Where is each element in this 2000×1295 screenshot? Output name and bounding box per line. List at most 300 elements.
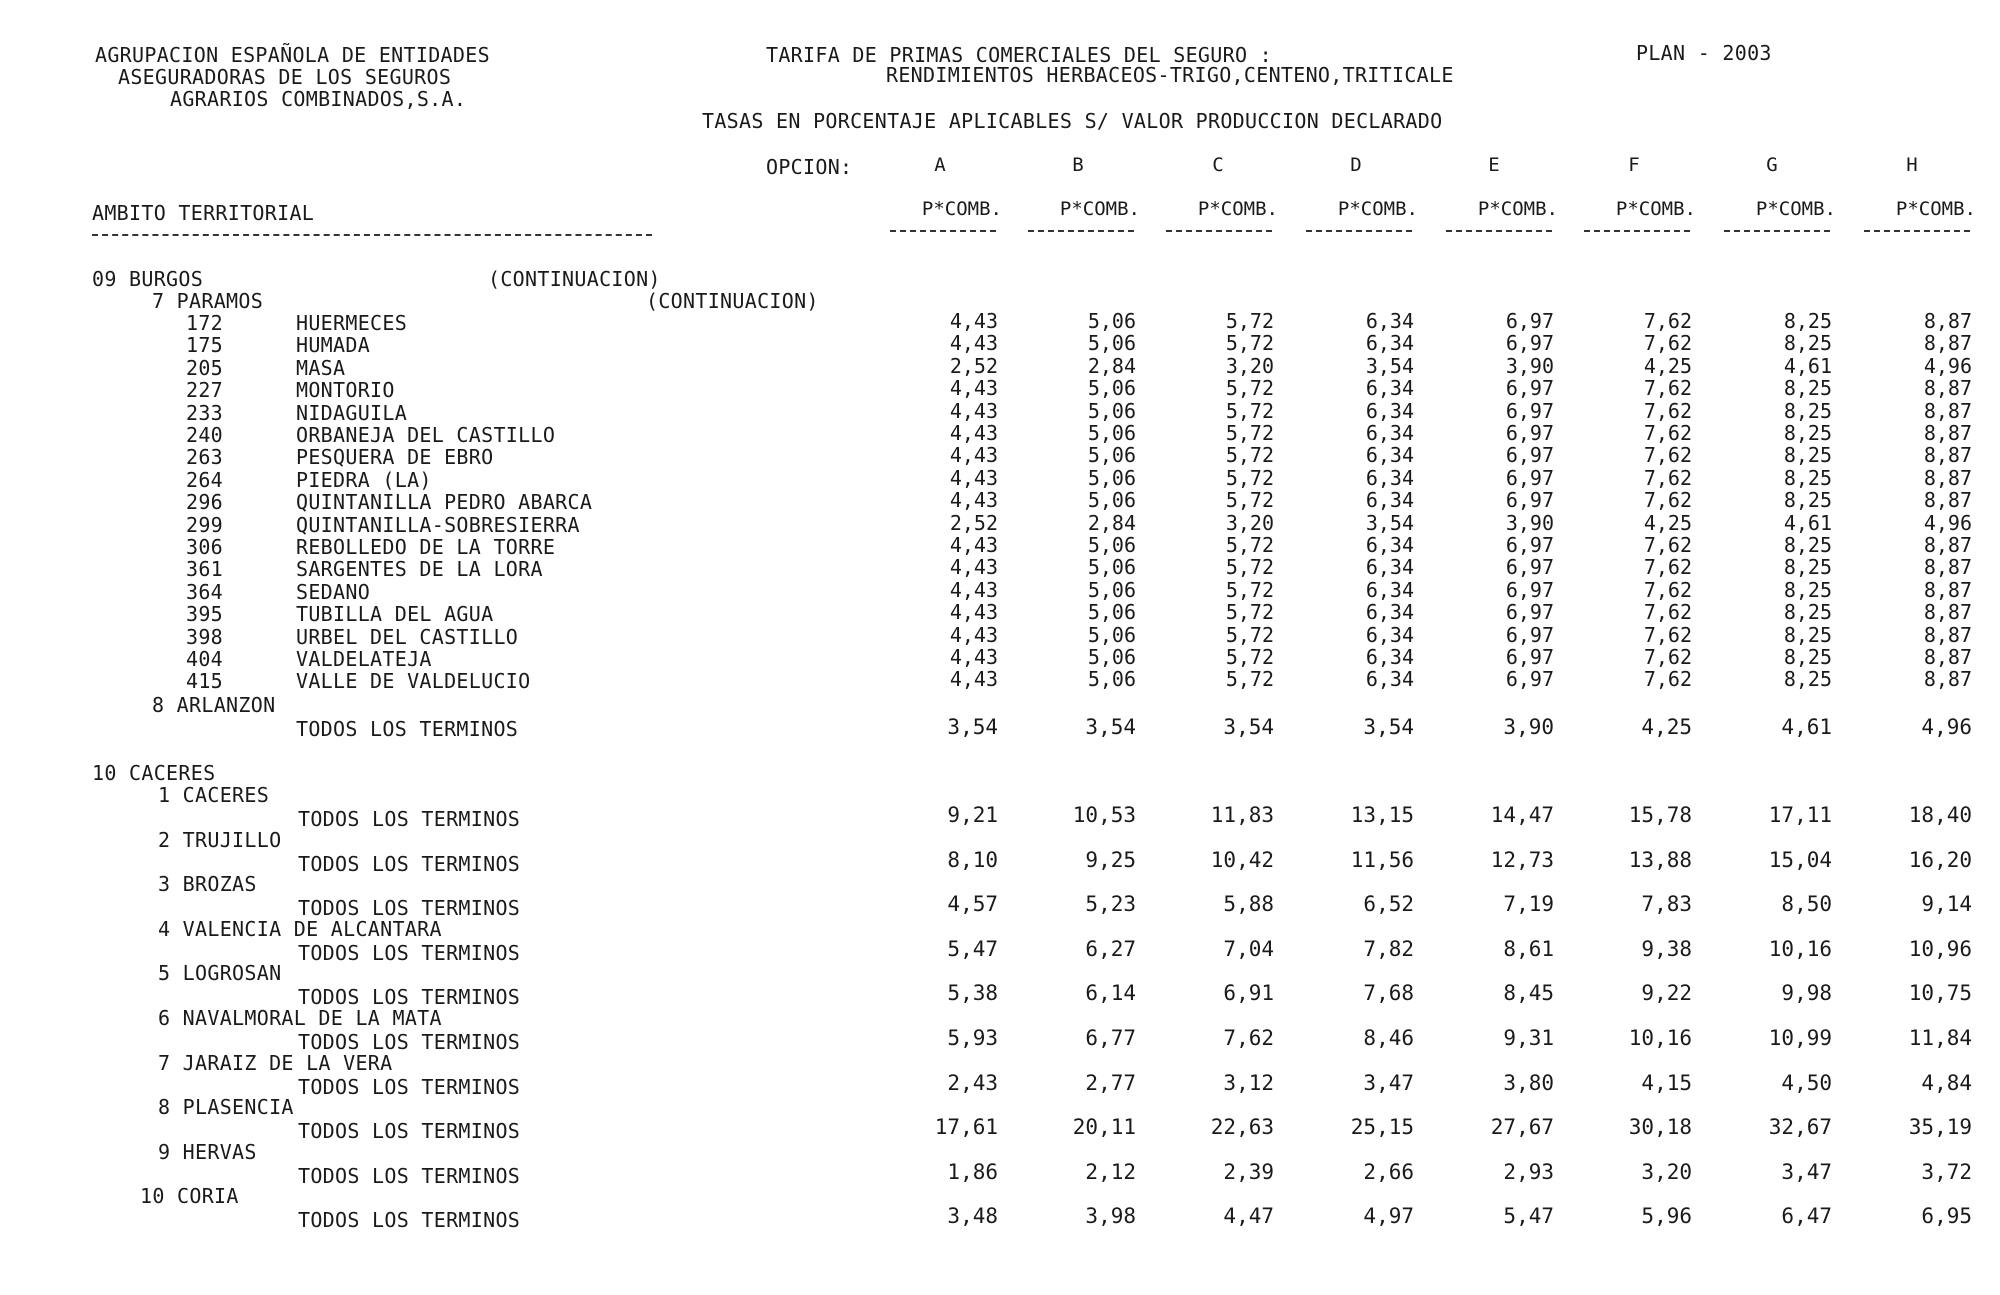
option-a: A	[934, 154, 946, 176]
company-line-2: ASEGURADORAS DE LOS SEGUROS	[118, 65, 452, 89]
rate-306-a: 4,43	[949, 533, 998, 557]
municipality-code: 233	[186, 400, 224, 425]
rate-306-b: 5,06	[1087, 533, 1136, 557]
rate-caceres-4-b: 6,27	[1085, 936, 1136, 961]
rate-404-f: 7,62	[1643, 645, 1692, 669]
rate-caceres-6-a: 5,93	[947, 1026, 998, 1050]
rate-caceres-1-c: 11,83	[1210, 803, 1274, 827]
rate-caceres-8-a: 17,61	[934, 1115, 998, 1140]
rate-caceres-3-e: 7,19	[1503, 892, 1554, 917]
header-divider	[92, 234, 652, 236]
rate-caceres-8-h: 35,19	[1908, 1115, 1972, 1140]
rate-arlanzon-g: 4,61	[1781, 715, 1832, 739]
rate-caceres-10-a: 3,48	[947, 1204, 998, 1229]
rate-398-g: 8,25	[1783, 622, 1832, 647]
rate-296-c: 5,72	[1225, 488, 1274, 513]
municipality-name: QUINTANILLA PEDRO ABARCA	[296, 490, 593, 515]
rate-caceres-1-g: 17,11	[1768, 803, 1832, 827]
rate-caceres-1-f: 15,78	[1628, 803, 1692, 827]
rate-caceres-10-f: 5,96	[1641, 1204, 1692, 1229]
rate-205-g: 4,61	[1783, 353, 1832, 378]
rate-404-b: 5,06	[1087, 645, 1136, 669]
rate-263-e: 6,97	[1505, 443, 1554, 468]
rate-caceres-1-b: 10,53	[1072, 803, 1136, 827]
municipality-name: TUBILLA DEL AGUA	[296, 602, 494, 627]
rate-395-g: 8,25	[1783, 600, 1832, 625]
rate-caceres-6-e: 9,31	[1503, 1026, 1554, 1050]
rate-227-f: 7,62	[1643, 376, 1692, 401]
rate-415-b: 5,06	[1087, 667, 1136, 692]
municipality-name: MONTORIO	[296, 378, 395, 403]
rate-395-a: 4,43	[949, 600, 998, 625]
rate-227-g: 8,25	[1783, 376, 1832, 401]
comarca-label: 1 CACERES	[158, 783, 270, 807]
rate-205-e: 3,90	[1505, 353, 1554, 378]
rate-296-e: 6,97	[1505, 488, 1554, 513]
rate-233-d: 6,34	[1365, 398, 1414, 423]
rate-361-c: 5,72	[1225, 555, 1274, 580]
rate-caceres-5-f: 9,22	[1641, 981, 1692, 1006]
rate-404-a: 4,43	[949, 645, 998, 669]
comarca-arlanzon: 8 ARLANZON	[152, 693, 276, 717]
rate-caceres-9-c: 2,39	[1223, 1159, 1274, 1184]
rate-361-e: 6,97	[1505, 555, 1554, 580]
tariff-title: TARIFA DE PRIMAS COMERCIALES DEL SEGURO :	[766, 43, 1272, 67]
ambito-territorial-label: AMBITO TERRITORIAL	[92, 201, 315, 225]
rate-296-d: 6,34	[1365, 488, 1414, 513]
rate-364-e: 6,97	[1505, 577, 1554, 602]
comarca-paramos-note: (CONTINUACION)	[646, 289, 819, 313]
rate-233-g: 8,25	[1783, 398, 1832, 423]
rate-263-h: 8,87	[1923, 443, 1972, 468]
rate-296-b: 5,06	[1087, 488, 1136, 513]
rate-caceres-4-g: 10,16	[1768, 936, 1832, 961]
rate-240-b: 5,06	[1087, 421, 1136, 445]
rate-233-c: 5,72	[1225, 398, 1274, 423]
rate-caceres-9-h: 3,72	[1921, 1159, 1972, 1184]
divider-b	[1028, 230, 1134, 232]
comarca-label: 9 HERVAS	[158, 1139, 257, 1164]
rate-caceres-7-e: 3,80	[1503, 1070, 1554, 1095]
rate-caceres-2-c: 10,42	[1210, 847, 1274, 872]
rate-arlanzon-b: 3,54	[1085, 715, 1136, 739]
all-terms-label: TODOS LOS TERMINOS	[298, 1074, 521, 1099]
subheader-a: P*COMB.	[921, 198, 1002, 220]
rate-364-d: 6,34	[1365, 577, 1414, 602]
rate-caceres-8-e: 27,67	[1490, 1115, 1554, 1140]
rate-233-b: 5,06	[1087, 398, 1136, 423]
rate-398-c: 5,72	[1225, 622, 1274, 647]
rate-caceres-10-d: 4,97	[1363, 1204, 1414, 1229]
rate-arlanzon-f: 4,25	[1641, 715, 1692, 739]
rate-240-c: 5,72	[1225, 421, 1274, 445]
rate-caceres-9-d: 2,66	[1363, 1159, 1414, 1184]
subheader-c: P*COMB.	[1197, 198, 1278, 220]
rate-caceres-1-a: 9,21	[947, 803, 998, 827]
option-g: G	[1766, 154, 1778, 176]
municipality-name: HUMADA	[296, 333, 371, 358]
comarca-label: 8 PLASENCIA	[158, 1095, 294, 1120]
rate-caceres-4-f: 9,38	[1641, 936, 1692, 961]
rate-299-g: 4,61	[1783, 510, 1832, 535]
rate-395-e: 6,97	[1505, 600, 1554, 625]
rate-caceres-1-e: 14,47	[1490, 803, 1554, 827]
rate-398-h: 8,87	[1923, 622, 1972, 647]
rate-398-d: 6,34	[1365, 622, 1414, 647]
rate-172-b: 5,06	[1087, 309, 1136, 333]
rate-caceres-3-a: 4,57	[947, 892, 998, 917]
municipality-code: 296	[186, 490, 224, 515]
rate-175-d: 6,34	[1365, 331, 1414, 356]
rate-caceres-6-d: 8,46	[1363, 1026, 1414, 1050]
rate-caceres-5-c: 6,91	[1223, 981, 1274, 1006]
rate-205-h: 4,96	[1923, 353, 1972, 378]
rate-364-c: 5,72	[1225, 577, 1274, 602]
comarca-label: 5 LOGROSAN	[158, 961, 282, 986]
rate-caceres-3-d: 6,52	[1363, 892, 1414, 917]
rate-415-a: 4,43	[949, 667, 998, 692]
municipality-name: HUERMECES	[296, 311, 408, 335]
rate-172-h: 8,87	[1923, 309, 1972, 333]
rate-364-g: 8,25	[1783, 577, 1832, 602]
rate-361-d: 6,34	[1365, 555, 1414, 580]
rate-263-b: 5,06	[1087, 443, 1136, 468]
rate-caceres-10-c: 4,47	[1223, 1204, 1274, 1229]
rate-caceres-10-b: 3,98	[1085, 1204, 1136, 1229]
rate-299-f: 4,25	[1643, 510, 1692, 535]
rate-264-b: 5,06	[1087, 465, 1136, 490]
rate-395-c: 5,72	[1225, 600, 1274, 625]
municipality-code: 172	[186, 311, 224, 335]
option-c: C	[1212, 154, 1224, 176]
municipality-code: 306	[186, 535, 224, 559]
rate-227-h: 8,87	[1923, 376, 1972, 401]
rate-arlanzon-e: 3,90	[1503, 715, 1554, 739]
rate-caceres-2-b: 9,25	[1085, 847, 1136, 872]
rate-306-d: 6,34	[1365, 533, 1414, 557]
divider-g	[1724, 230, 1830, 232]
rate-172-g: 8,25	[1783, 309, 1832, 333]
rate-172-a: 4,43	[949, 309, 998, 333]
rate-240-d: 6,34	[1365, 421, 1414, 445]
municipality-code: 398	[186, 624, 224, 649]
rate-caceres-6-h: 11,84	[1908, 1026, 1972, 1050]
rate-caceres-2-g: 15,04	[1768, 847, 1832, 872]
rate-263-g: 8,25	[1783, 443, 1832, 468]
rate-arlanzon-a: 3,54	[947, 715, 998, 739]
option-d: D	[1350, 154, 1362, 176]
municipality-name: MASA	[296, 355, 346, 380]
rate-caceres-3-g: 8,50	[1781, 892, 1832, 917]
rate-caceres-6-b: 6,77	[1085, 1026, 1136, 1050]
rate-306-h: 8,87	[1923, 533, 1972, 557]
rate-caceres-10-g: 6,47	[1781, 1204, 1832, 1229]
rate-233-e: 6,97	[1505, 398, 1554, 423]
rate-205-b: 2,84	[1087, 353, 1136, 378]
rate-263-d: 6,34	[1365, 443, 1414, 468]
rate-404-g: 8,25	[1783, 645, 1832, 669]
rate-415-h: 8,87	[1923, 667, 1972, 692]
municipality-code: 299	[186, 512, 224, 537]
options-label: OPCION:	[766, 155, 853, 179]
rate-caceres-10-e: 5,47	[1503, 1204, 1554, 1229]
rate-205-f: 4,25	[1643, 353, 1692, 378]
rate-296-a: 4,43	[949, 488, 998, 513]
rate-227-c: 5,72	[1225, 376, 1274, 401]
rate-263-a: 4,43	[949, 443, 998, 468]
municipality-code: 361	[186, 557, 224, 582]
municipality-name: URBEL DEL CASTILLO	[296, 624, 519, 649]
municipality-code: 227	[186, 378, 224, 403]
arlanzon-all-terms: TODOS LOS TERMINOS	[296, 717, 519, 741]
rate-395-f: 7,62	[1643, 600, 1692, 625]
rate-233-a: 4,43	[949, 398, 998, 423]
rate-205-a: 2,52	[949, 353, 998, 378]
rate-398-a: 4,43	[949, 622, 998, 647]
rate-404-d: 6,34	[1365, 645, 1414, 669]
rate-caceres-9-f: 3,20	[1641, 1159, 1692, 1184]
municipality-name: NIDAGUILA	[296, 400, 408, 425]
all-terms-label: TODOS LOS TERMINOS	[298, 1208, 521, 1233]
rate-172-e: 6,97	[1505, 309, 1554, 333]
rate-arlanzon-h: 4,96	[1921, 715, 1972, 739]
rate-caceres-7-h: 4,84	[1921, 1070, 1972, 1095]
rate-caceres-4-e: 8,61	[1503, 936, 1554, 961]
rate-398-e: 6,97	[1505, 622, 1554, 647]
rate-240-h: 8,87	[1923, 421, 1972, 445]
rate-caceres-8-g: 32,67	[1768, 1115, 1832, 1140]
option-b: B	[1072, 154, 1084, 176]
rate-296-f: 7,62	[1643, 488, 1692, 513]
municipality-code: 263	[186, 445, 224, 470]
rate-caceres-5-e: 8,45	[1503, 981, 1554, 1006]
rate-caceres-5-g: 9,98	[1781, 981, 1832, 1006]
rate-361-a: 4,43	[949, 555, 998, 580]
rate-caceres-8-f: 30,18	[1628, 1115, 1692, 1140]
rate-caceres-7-b: 2,77	[1085, 1070, 1136, 1095]
rate-227-b: 5,06	[1087, 376, 1136, 401]
municipality-name: REBOLLEDO DE LA TORRE	[296, 535, 556, 559]
rate-caceres-5-a: 5,38	[947, 981, 998, 1006]
rate-caceres-2-d: 11,56	[1350, 847, 1414, 872]
rate-caceres-5-b: 6,14	[1085, 981, 1136, 1006]
rate-172-c: 5,72	[1225, 309, 1274, 333]
rate-299-e: 3,90	[1505, 510, 1554, 535]
municipality-name: VALLE DE VALDELUCIO	[296, 669, 531, 694]
comarca-label: 6 NAVALMORAL DE LA MATA	[158, 1006, 442, 1030]
rates-subtitle: TASAS EN PORCENTAJE APLICABLES S/ VALOR PRODUCCION DECLARADO	[702, 109, 1443, 133]
rate-361-h: 8,87	[1923, 555, 1972, 580]
comarca-label: 3 BROZAS	[158, 872, 257, 897]
rate-398-f: 7,62	[1643, 622, 1692, 647]
rate-404-h: 8,87	[1923, 645, 1972, 669]
rate-364-f: 7,62	[1643, 577, 1692, 602]
rate-caceres-8-c: 22,63	[1210, 1115, 1274, 1140]
rate-caceres-3-c: 5,88	[1223, 892, 1274, 917]
rate-227-d: 6,34	[1365, 376, 1414, 401]
divider-h	[1864, 230, 1970, 232]
rate-306-e: 6,97	[1505, 533, 1554, 557]
rate-404-e: 6,97	[1505, 645, 1554, 669]
rate-caceres-4-c: 7,04	[1223, 936, 1274, 961]
rate-415-g: 8,25	[1783, 667, 1832, 692]
rate-205-d: 3,54	[1365, 353, 1414, 378]
rate-caceres-3-b: 5,23	[1085, 892, 1136, 917]
rate-361-b: 5,06	[1087, 555, 1136, 580]
rate-caceres-3-h: 9,14	[1921, 892, 1972, 917]
rate-404-c: 5,72	[1225, 645, 1274, 669]
rate-415-c: 5,72	[1225, 667, 1274, 692]
comarca-paramos: 7 PARAMOS	[152, 289, 264, 313]
rate-264-a: 4,43	[949, 465, 998, 490]
province-caceres: 10 CACERES	[92, 761, 216, 785]
municipality-name: SEDANO	[296, 579, 371, 604]
rate-caceres-9-e: 2,93	[1503, 1159, 1554, 1184]
all-terms-label: TODOS LOS TERMINOS	[298, 940, 521, 965]
rate-caceres-6-g: 10,99	[1768, 1026, 1832, 1050]
divider-f	[1584, 230, 1690, 232]
comarca-label: 10 CORIA	[140, 1184, 239, 1209]
comarca-label: 7 JARAIZ DE LA VERA	[158, 1050, 393, 1075]
all-terms-label: TODOS LOS TERMINOS	[298, 985, 521, 1010]
rate-175-g: 8,25	[1783, 331, 1832, 356]
rate-233-f: 7,62	[1643, 398, 1692, 423]
rate-264-e: 6,97	[1505, 465, 1554, 490]
rate-175-f: 7,62	[1643, 331, 1692, 356]
plan-label: PLAN - 2003	[1636, 41, 1772, 65]
rate-264-h: 8,87	[1923, 465, 1972, 490]
rate-415-f: 7,62	[1643, 667, 1692, 692]
rate-364-a: 4,43	[949, 577, 998, 602]
rate-caceres-4-d: 7,82	[1363, 936, 1414, 961]
rate-361-f: 7,62	[1643, 555, 1692, 580]
rate-361-g: 8,25	[1783, 555, 1832, 580]
municipality-code: 415	[186, 669, 224, 694]
province-burgos-note: (CONTINUACION)	[488, 267, 661, 291]
rate-398-b: 5,06	[1087, 622, 1136, 647]
rate-caceres-2-h: 16,20	[1908, 847, 1972, 872]
rate-240-e: 6,97	[1505, 421, 1554, 445]
municipality-name: SARGENTES DE LA LORA	[296, 557, 543, 582]
company-line-1: AGRUPACION ESPAÑOLA DE ENTIDADES	[95, 43, 490, 67]
subheader-e: P*COMB.	[1477, 198, 1558, 220]
rate-175-e: 6,97	[1505, 331, 1554, 356]
rate-296-h: 8,87	[1923, 488, 1972, 513]
all-terms-label: TODOS LOS TERMINOS	[298, 807, 521, 831]
comarca-label: 2 TRUJILLO	[158, 827, 282, 852]
subheader-h: P*COMB.	[1895, 198, 1976, 220]
all-terms-label: TODOS LOS TERMINOS	[298, 851, 521, 876]
rate-caceres-1-d: 13,15	[1350, 803, 1414, 827]
option-h: H	[1906, 154, 1918, 176]
rate-175-h: 8,87	[1923, 331, 1972, 356]
rate-caceres-2-a: 8,10	[947, 847, 998, 872]
rate-caceres-8-d: 25,15	[1350, 1115, 1414, 1140]
rate-175-b: 5,06	[1087, 331, 1136, 356]
comarca-label: 4 VALENCIA DE ALCANTARA	[158, 916, 442, 941]
rate-415-e: 6,97	[1505, 667, 1554, 692]
rate-caceres-3-f: 7,83	[1641, 892, 1692, 917]
rate-caceres-9-b: 2,12	[1085, 1159, 1136, 1184]
rate-306-g: 8,25	[1783, 533, 1832, 557]
divider-e	[1446, 230, 1552, 232]
municipality-code: 264	[186, 467, 224, 492]
rate-caceres-2-e: 12,73	[1490, 847, 1554, 872]
municipality-code: 240	[186, 423, 224, 447]
rate-175-a: 4,43	[949, 331, 998, 356]
rate-caceres-1-h: 18,40	[1908, 803, 1972, 827]
municipality-code: 364	[186, 579, 224, 604]
rate-240-f: 7,62	[1643, 421, 1692, 445]
tariff-subject: RENDIMIENTOS HERBACEOS-TRIGO,CENTENO,TRITICALE	[886, 63, 1454, 87]
divider-d	[1306, 230, 1412, 232]
all-terms-label: TODOS LOS TERMINOS	[298, 1119, 521, 1144]
rate-395-h: 8,87	[1923, 600, 1972, 625]
all-terms-label: TODOS LOS TERMINOS	[298, 1163, 521, 1188]
company-line-3: AGRARIOS COMBINADOS,S.A.	[170, 87, 467, 111]
rate-299-d: 3,54	[1365, 510, 1414, 535]
municipality-name: PIEDRA (LA)	[296, 467, 432, 492]
rate-caceres-6-f: 10,16	[1628, 1026, 1692, 1050]
rate-296-g: 8,25	[1783, 488, 1832, 513]
rate-caceres-9-g: 3,47	[1781, 1159, 1832, 1184]
rate-233-h: 8,87	[1923, 398, 1972, 423]
rate-264-d: 6,34	[1365, 465, 1414, 490]
all-terms-label: TODOS LOS TERMINOS	[298, 896, 521, 921]
rate-364-b: 5,06	[1087, 577, 1136, 602]
rate-299-a: 2,52	[949, 510, 998, 535]
rate-395-d: 6,34	[1365, 600, 1414, 625]
divider-c	[1166, 230, 1272, 232]
rate-caceres-7-c: 3,12	[1223, 1070, 1274, 1095]
municipality-name: QUINTANILLA-SOBRESIERRA	[296, 512, 580, 537]
subheader-g: P*COMB.	[1755, 198, 1836, 220]
option-e: E	[1488, 154, 1500, 176]
rate-299-c: 3,20	[1225, 510, 1274, 535]
rate-299-b: 2,84	[1087, 510, 1136, 535]
rate-306-f: 7,62	[1643, 533, 1692, 557]
municipality-name: PESQUERA DE EBRO	[296, 445, 494, 470]
rate-299-h: 4,96	[1923, 510, 1972, 535]
rate-caceres-5-d: 7,68	[1363, 981, 1414, 1006]
rate-caceres-7-g: 4,50	[1781, 1070, 1832, 1095]
rate-arlanzon-d: 3,54	[1363, 715, 1414, 739]
subheader-f: P*COMB.	[1615, 198, 1696, 220]
rate-263-c: 5,72	[1225, 443, 1274, 468]
rate-306-c: 5,72	[1225, 533, 1274, 557]
rate-175-c: 5,72	[1225, 331, 1274, 356]
rate-172-f: 7,62	[1643, 309, 1692, 333]
subheader-b: P*COMB.	[1059, 198, 1140, 220]
rate-415-d: 6,34	[1365, 667, 1414, 692]
rate-364-h: 8,87	[1923, 577, 1972, 602]
municipality-name: VALDELATEJA	[296, 647, 432, 671]
rate-263-f: 7,62	[1643, 443, 1692, 468]
municipality-name: ORBANEJA DEL CASTILLO	[296, 423, 556, 447]
rate-240-g: 8,25	[1783, 421, 1832, 445]
rate-caceres-9-a: 1,86	[947, 1159, 998, 1184]
rate-264-g: 8,25	[1783, 465, 1832, 490]
municipality-code: 404	[186, 647, 224, 671]
rate-caceres-4-a: 5,47	[947, 936, 998, 961]
rate-caceres-7-a: 2,43	[947, 1070, 998, 1095]
rate-264-f: 7,62	[1643, 465, 1692, 490]
rate-caceres-5-h: 10,75	[1908, 981, 1972, 1006]
rate-caceres-6-c: 7,62	[1223, 1026, 1274, 1050]
rate-172-d: 6,34	[1365, 309, 1414, 333]
province-burgos: 09 BURGOS	[92, 267, 204, 291]
all-terms-label: TODOS LOS TERMINOS	[298, 1030, 521, 1054]
